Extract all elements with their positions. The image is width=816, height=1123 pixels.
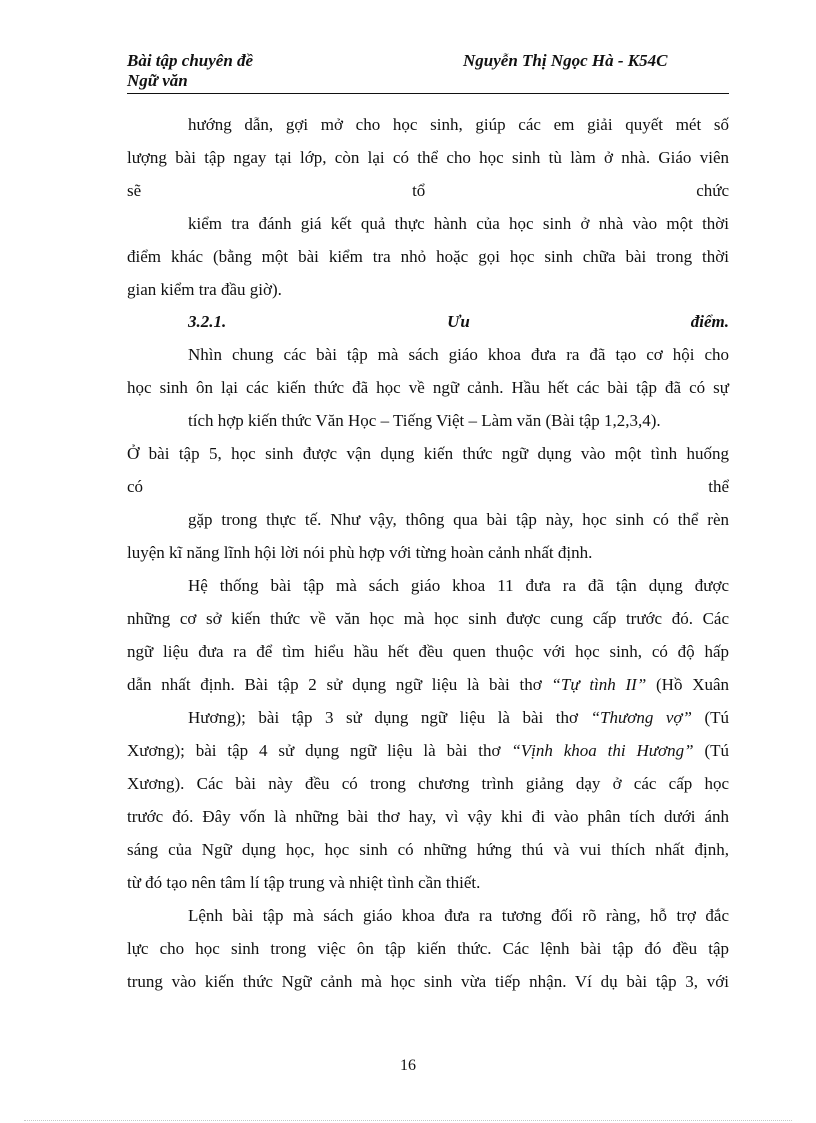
text-line: học sinh ôn lại các kiến thức đã học về ngữ cảnh. Hầu hết các bài tập đã có sự [127, 378, 729, 397]
text-line: Xương). Các bài này đều có trong chương trình giảng dạy ở các cấp học [127, 774, 729, 793]
text-line [127, 675, 729, 695]
poem-title: “Thương vợ” [590, 708, 692, 727]
text-line: Lệnh bài tập mà sách giáo khoa đưa ra tương đối rõ ràng, hỗ trợ đắc [188, 906, 729, 925]
text-line: sáng của Ngữ dụng học, học sinh có những hứng thú và vui thích nhất định, [127, 840, 729, 859]
word: chức [696, 181, 729, 200]
poem-title: “Vịnh khoa thi Hương” [511, 741, 694, 760]
page-number: 16 [400, 1057, 416, 1074]
text-line: từ đó tạo nên tâm lí tập trung và nhiệt tình cần thiết. [127, 873, 481, 892]
text-line: trung vào kiến thức Ngữ cảnh mà học sinh vừa tiếp nhận. Ví dụ bài tập 3, với [127, 972, 729, 991]
section-heading [188, 312, 729, 332]
text-run: (Hồ Xuân [646, 675, 730, 694]
text-line: gặp trong thực tế. Như vậy, thông qua bài tập này, học sinh có thể rèn [188, 510, 729, 529]
text-run: (Tú [693, 741, 729, 760]
text-line: Hệ thống bài tập mà sách giáo khoa 11 đưa ra đã tận dụng được [188, 576, 729, 595]
text-line: điểm khác (bằng một bài kiểm tra nhỏ hoặc gọi học sinh chữa bài trong thời [127, 247, 729, 266]
text-line [127, 477, 729, 497]
text-line: Nhìn chung các bài tập mà sách giáo khoa đưa ra đã tạo cơ hội cho [188, 345, 729, 364]
text-line: hướng dẫn, gợi mở cho học sinh, giúp các em giải quyết mét số [188, 115, 729, 134]
word: tổ [412, 181, 426, 200]
text-line [127, 181, 729, 201]
text-run: dẫn nhất định. Bài tập 2 sử dụng ngữ liệu là bài thơ [127, 675, 552, 694]
text-line: những cơ sở kiến thức về văn học mà học sinh được cung cấp trước đó. Các [127, 609, 729, 628]
section-title-word: điểm. [690, 312, 729, 331]
text-line: ngữ liệu đưa ra để tìm hiểu hầu hết đều quen thuộc với học sinh, có độ hấp [127, 642, 729, 661]
text-line: tích hợp kiến thức Văn Học – Tiếng Việt – Làm văn (Bài tập 1,2,3,4). [188, 411, 661, 430]
text-line: lực cho học sinh trong việc ôn tập kiến thức. Các lệnh bài tập đó đều tập [127, 939, 729, 958]
text-run: Hương); bài tập 3 sử dụng ngữ liệu là bài thơ [188, 708, 591, 727]
word: thể [708, 477, 729, 496]
text-line: trước đó. Đây vốn là những bài thơ hay, vì vậy khi đi vào phân tích dưới ánh [127, 807, 729, 826]
text-line: lượng bài tập ngay tại lớp, còn lại có thể cho học sinh tù làm ở nhà. Giáo viên [127, 148, 729, 167]
header-subject: Ngữ văn [127, 71, 188, 90]
text-line: luyện kĩ năng lĩnh hội lời nói phù hợp với từng hoàn cảnh nhất định. [127, 543, 593, 562]
text-run: Xương); bài tập 4 sử dụng ngữ liệu là bài thơ [127, 741, 512, 760]
header-course-title: Bài tập chuyên đề [127, 51, 254, 70]
section-number: 3.2.1. [188, 312, 227, 331]
text-line [188, 708, 729, 728]
section-title-word: Ưu [447, 312, 470, 331]
page-bottom-border [24, 1120, 792, 1121]
text-run: (Tú [691, 708, 730, 727]
text-line: kiểm tra đánh giá kết quả thực hành của học sinh ở nhà vào một thời [188, 214, 729, 233]
word: có [127, 477, 144, 496]
text-line: Ở bài tập 5, học sinh được vận dụng kiến thức ngữ dụng vào một tình huống [127, 444, 729, 463]
text-line: gian kiểm tra đầu giờ). [127, 280, 282, 299]
word: sẽ [127, 181, 142, 200]
text-line [127, 741, 729, 761]
header-author: Nguyễn Thị Ngọc Hà - K54C [463, 51, 668, 70]
poem-title: “Tự tình II” [551, 675, 647, 694]
header-divider [127, 93, 729, 94]
